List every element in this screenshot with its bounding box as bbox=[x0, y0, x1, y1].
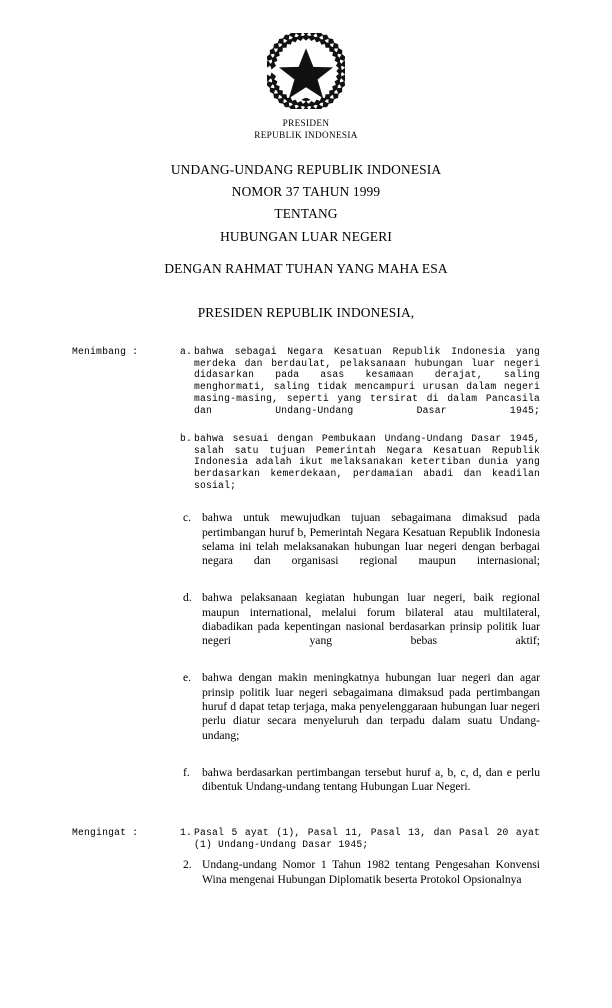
title-number: NOMOR 37 TAHUN 1999 bbox=[231, 184, 381, 200]
list-item-marker: c. bbox=[183, 511, 192, 525]
list-item-text: bahwa sebagai Negara Kesatuan Republik Indonesia yang merdeka dan berdaulat, pelaksanaan hubungan luar negeri didasarkan pada asas kesamaan derajat, saling menghormati, saling tidak mencampuri urusan dalam negeri masing-masing, seperti yang tersirat di dalam Pancasila dan Undang-Undang Dasar 1945; bbox=[194, 346, 540, 416]
list-item bbox=[180, 858, 540, 887]
list-item-marker: a. bbox=[180, 346, 193, 357]
list-item bbox=[180, 591, 540, 663]
list-item bbox=[180, 433, 540, 503]
emblem-caption bbox=[0, 118, 612, 141]
authority-line: PRESIDEN REPUBLIK INDONESIA, bbox=[197, 305, 415, 320]
title-tentang: TENTANG bbox=[274, 206, 338, 222]
title-law-type: UNDANG-UNDANG REPUBLIK INDONESIA bbox=[170, 162, 442, 177]
list-item-text: Pasal 5 ayat (1), Pasal 11, Pasal 13, dan Pasal 20 ayat (1) Undang-Undang Dasar 1945; bbox=[194, 827, 540, 850]
mengingat-label: Mengingat : bbox=[72, 827, 139, 838]
list-item-marker: b. bbox=[180, 432, 193, 444]
list-item bbox=[180, 671, 540, 757]
emblem-caption-line-1: PRESIDEN bbox=[282, 118, 330, 128]
list-item-text: bahwa untuk mewujudkan tujuan sebagaimana dimaksud pada pertimbangan huruf b, Pemerintah Negara Kesatuan Republik Indonesia selama ini telah melaksanakan hubungan luar negeri dengan berbagai negara dan organisasi regional maupun internasional; bbox=[202, 511, 540, 568]
list-item-text: bahwa sesuai dengan Pembukaan Undang-Undang Dasar 1945, salah satu tujuan Pemerintah Negara Kesatuan Republik Indonesia adalah ikut melaksanakan ketertiban dunia yang berdasarkan kemerdekaan, perdamaian abadi dan keadilan sosial; bbox=[194, 432, 540, 491]
mengingat-items bbox=[180, 827, 540, 887]
emblem-block bbox=[0, 33, 612, 141]
list-item-marker: 2. bbox=[183, 858, 192, 872]
menimbang-section bbox=[72, 346, 540, 802]
list-item-marker: e. bbox=[183, 671, 192, 685]
list-item bbox=[180, 346, 540, 428]
emblem-caption-line-2: REPUBLIK INDONESIA bbox=[254, 129, 358, 140]
list-item-marker: f. bbox=[183, 765, 190, 779]
document-title-block bbox=[0, 159, 612, 248]
list-item-marker: 1. bbox=[180, 827, 193, 838]
list-item-text: bahwa dengan makin meningkatnya hubungan luar negeri dan agar prinsip politik luar negeri sebagaimana dimaksud pada pertimbangan huruf d dapat tetap terjaga, maka penyelenggaraan hubungan luar negeri perlu diatur secara menyeluruh dan terpadu dalam suatu Undang-undang; bbox=[202, 671, 540, 742]
mengingat-section bbox=[72, 827, 540, 895]
menimbang-label: Menimbang : bbox=[72, 346, 139, 357]
list-item-text: bahwa pelaksanaan kegiatan hubungan luar negeri, baik regional maupun international, melalui forum bilateral atau multilateral, diabadikan pada kepentingan nasional berdasarkan prinsip politik luar negeri yang bebas aktif; bbox=[202, 591, 540, 648]
invocation-line: DENGAN RAHMAT TUHAN YANG MAHA ESA bbox=[164, 261, 448, 276]
list-item bbox=[180, 511, 540, 583]
presidential-seal-icon bbox=[267, 33, 345, 109]
list-item-text: Undang-undang Nomor 1 Tahun 1982 tentang Pengesahan Konvensi Wina mengenai Hubungan Diplomatik beserta Protokol Opsionalnya bbox=[202, 858, 540, 886]
list-item-marker: d. bbox=[183, 591, 192, 605]
list-item bbox=[180, 766, 540, 795]
list-item bbox=[180, 827, 540, 850]
title-subject: HUBUNGAN LUAR NEGERI bbox=[220, 228, 392, 244]
menimbang-items bbox=[180, 346, 540, 794]
list-item-text: bahwa berdasarkan pertimbangan tersebut huruf a, b, c, d, dan e perlu dibentuk Undang-undang tentang Hubungan Luar Negeri. bbox=[202, 765, 540, 794]
